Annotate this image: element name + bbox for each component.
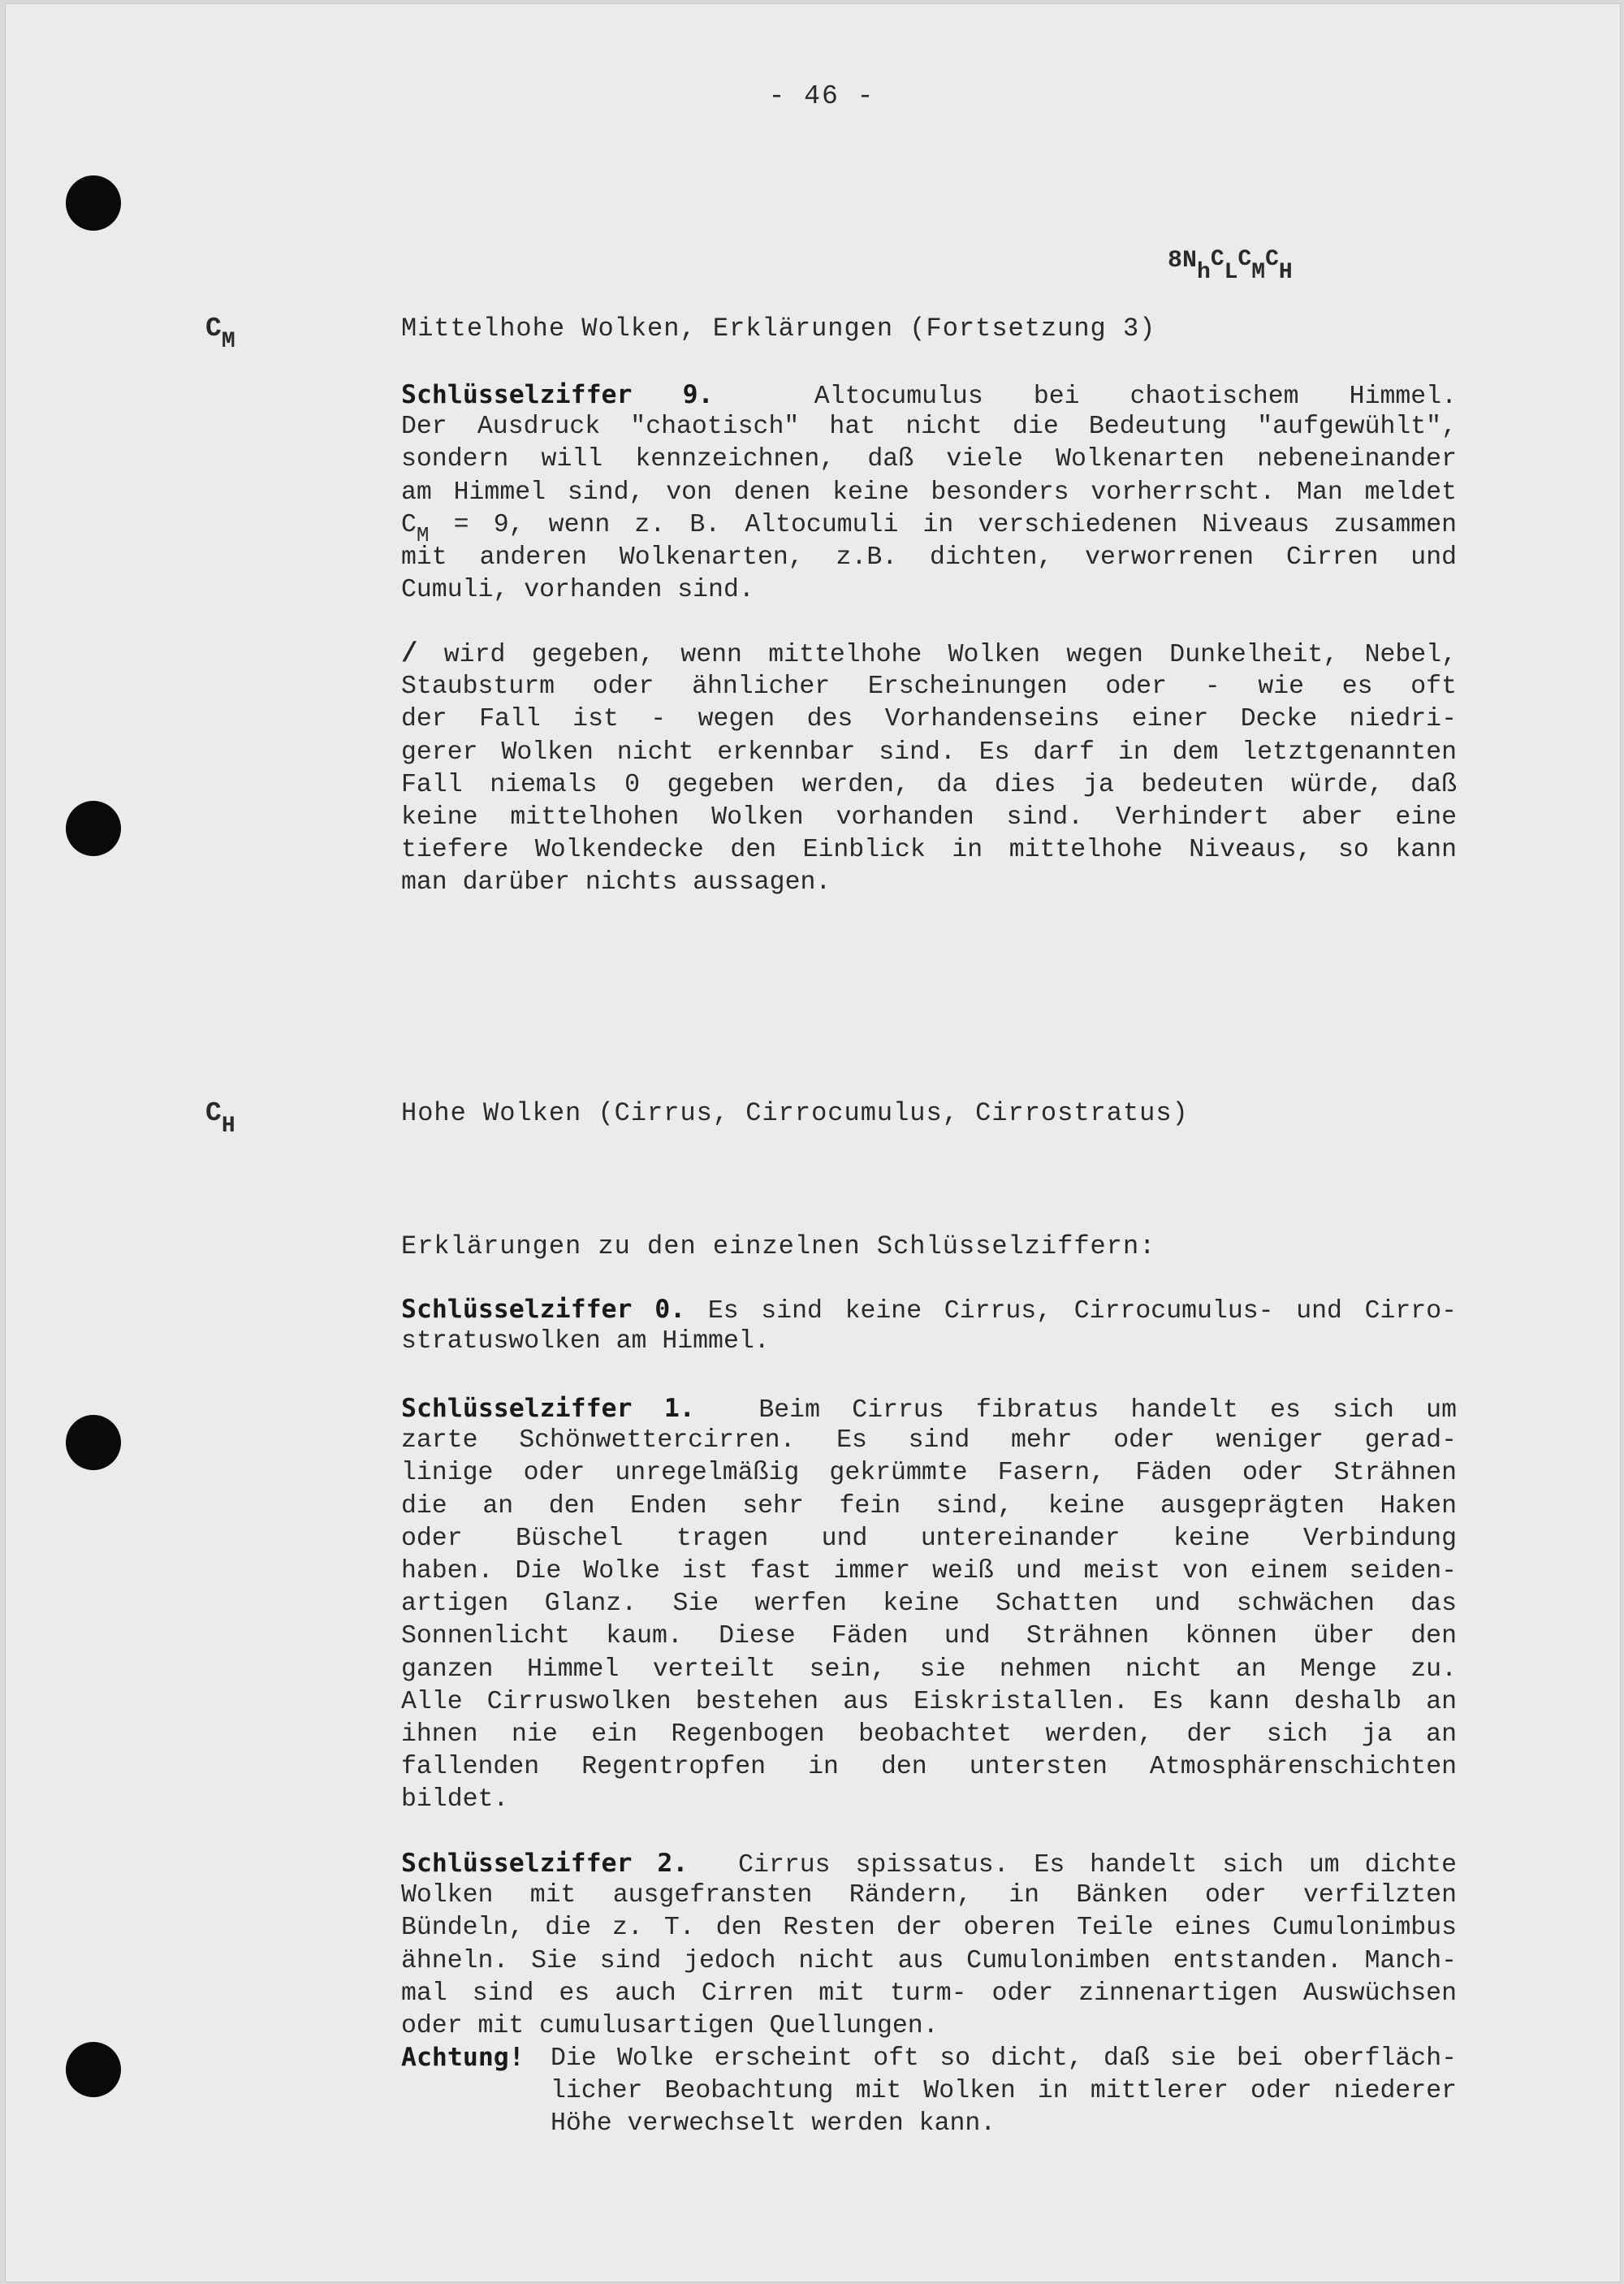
punch-hole xyxy=(66,175,121,231)
cm-slash-paragraph: / wird gegeben, wenn mittelhohe Wolken wegen Dunkelheit, Nebel, Staubsturm oder ähnlicher Erscheinungen oder - wie es oft der Fall ist - wegen des Vorhandenseins einer Decke niedri- gerer Wolken nicht erkennbar sind. Es darf in dem letztgenannten Fall niemals 0 gegeben werden, da dies ja bedeuten würde, daß keine mittelhohen Wolken vorhanden sind. Verhindert aber eine tiefere Wolkendecke den Einblick in mittelhohe Niveaus, so kann man darüber nichts aussagen. xyxy=(401,639,1457,898)
cm-key-9-paragraph: Schlüsselziffer 9. Altocumulus bei chaotischem Himmel. Der Ausdruck "chaotisch" hat nicht die Bedeutung "aufgewühlt", sondern will kennzeichnen, daß viele Wolkenarten nebeneinander am Himmel sind, von denen keine besonders vorherrscht. Man meldet $C_M = 9$, wenn z. B. Altocumuli in verschiedenen Niveaus zusammen mit anderen Wolkenarten, z.B. dichten, verworrenen Cirren und Cumuli, vorhanden sind. xyxy=(401,380,1458,605)
ch-key-1-paragraph: Schlüsselziffer 1. Beim Cirrus fibratus handelt es sich um zarte Schönwettercirren. Es sind mehr oder weniger gerad- linige oder unregelmäßig gekrümmte Fasern, Fäden oder Strähnen die an den Enden sehr fein sind, keine ausgeprägten Haken oder Büschel tragen und untereinander keine Verbindung haben. Die Wolke ist fast immer weiß und meist von einem seiden- artigen Glanz. Sie werfen keine Schatten und schwächen das Sonnenlicht kaum. Diese Fäden und Strähnen können über den ganzen Himmel verteilt sein, sie nehmen nicht an Menge zu. Alle Cirruswolken bestehen aus Eiskristallen. Es kann deshalb an ihnen nie ein Regenbogen beobachtet werden, der sich ja an fallenden Regentropfen in den untersten Atmosphärenschichten bildet. xyxy=(401,1394,1457,1815)
key-2-label: Schlüsselziffer 2. xyxy=(401,1849,689,1878)
punch-hole xyxy=(66,1415,121,1470)
document-page xyxy=(5,3,1621,2282)
key-9-label: Schlüsselziffer 9. xyxy=(401,380,714,409)
ch-key-0-paragraph: Schlüsselziffer 0. Es sind keine Cirrus, Cirrocumulus- und Cirro- stratuswolken am Himmel. xyxy=(401,1295,1457,1356)
ch-key-2-paragraph: Schlüsselziffer 2. Cirrus spissatus. Es handelt sich um dichte Wolken mit ausgefransten Rändern, in Bänken oder verfilzten Bündeln, die z. T. den Resten der oberen Teile eines Cumulonimbus ähneln. Sie sind jedoch nicht aus Cumulonimben entstanden. Manch- mal sind es auch Cirren mit turm- oder zinnenartigen Auswüchsen oder mit cumulusartigen Quellungen. xyxy=(401,1849,1457,2040)
cm-section-label: $C_M$ xyxy=(205,314,235,354)
ch-section-label: $C_H$ xyxy=(205,1098,235,1139)
punch-hole xyxy=(66,2042,121,2097)
key-0-label: Schlüsselziffer 0. xyxy=(401,1295,686,1324)
ch-section-heading: Hohe Wolken (Cirrus, Cirrocumulus, Cirrostratus) xyxy=(401,1098,1189,1128)
cm-section-heading: Mittelhohe Wolken, Erklärungen (Fortsetzung 3) xyxy=(401,314,1156,344)
achtung-label: Achtung! xyxy=(401,2043,525,2072)
achtung-paragraph: Die Wolke erscheint oft so dicht, daß sie bei oberfläch- licher Beobachtung mit Wolken in mittlerer oder niederer Höhe verwechselt werden kann. xyxy=(551,2044,1457,2139)
page-number: - 46 - xyxy=(768,81,875,111)
code-group: 8NhCLCMCH xyxy=(1168,247,1293,285)
punch-hole xyxy=(66,801,121,856)
explanations-subheading: Erklärungen zu den einzelnen Schlüsselziffern: xyxy=(401,1231,1156,1261)
slash-symbol: / xyxy=(401,639,418,670)
key-1-label: Schlüsselziffer 1. xyxy=(401,1394,695,1423)
